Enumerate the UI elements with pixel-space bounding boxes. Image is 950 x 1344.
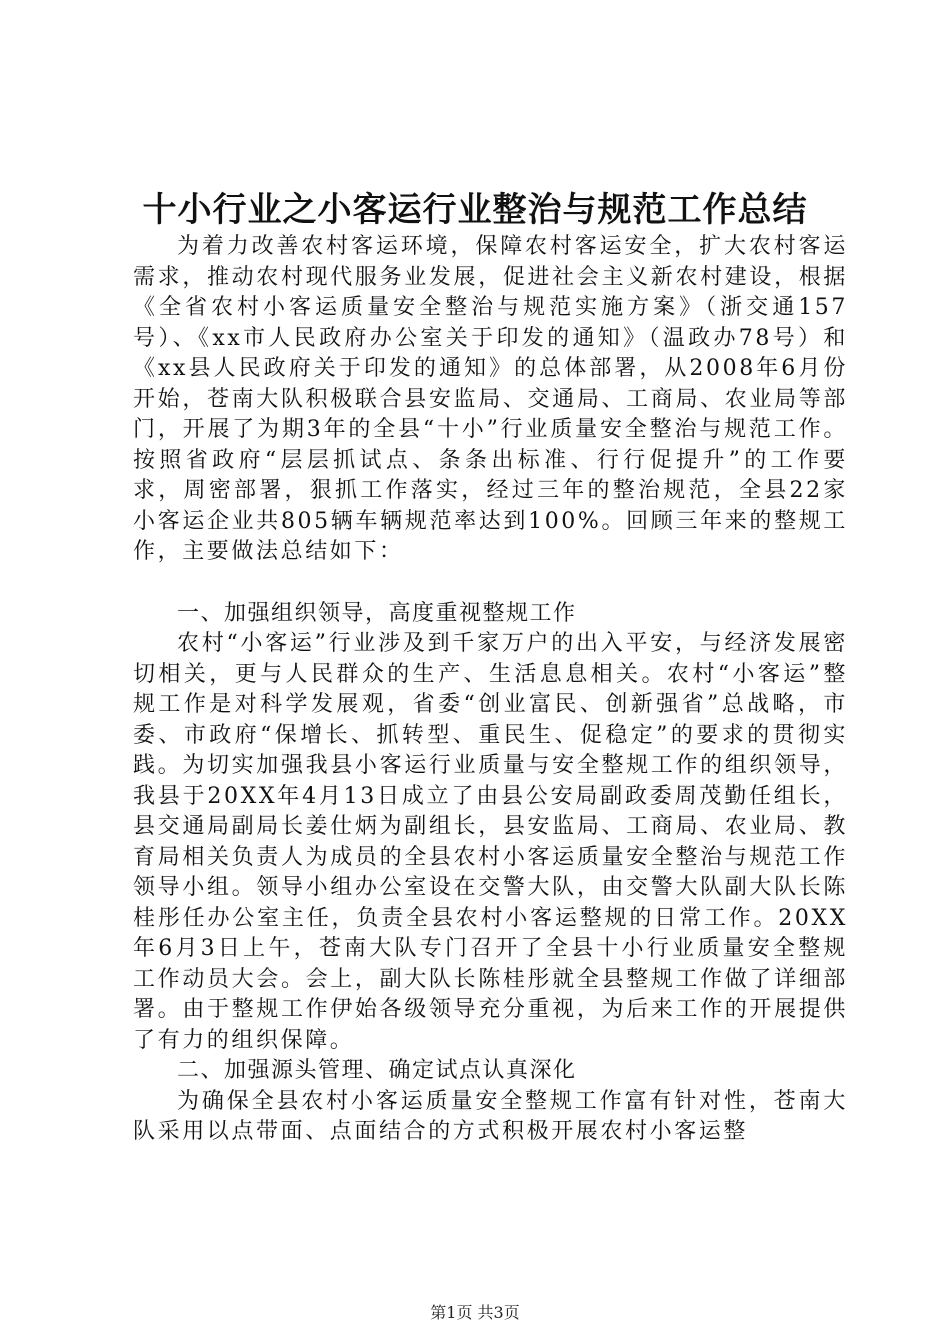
section-2-paragraph: 为确保全县农村小客运质量安全整规工作富有针对性，苍南大队采用以点带面、点面结合的方式积极开展农村小客运整 bbox=[133, 1088, 848, 1144]
section-1-heading: 一、加强组织领导，高度重视整规工作 bbox=[177, 600, 577, 626]
section-2-heading: 二、加强源头管理、确定试点认真深化 bbox=[177, 1058, 577, 1083]
section-1-paragraph: 农村“小客运”行业涉及到千家万户的出入平安，与经济发展密切相关，更与人民群众的生产、生活息息相关。农村“小客运”整规工作是对科学发展观，省委“创业富民、创新强省”总战略，市委、市政府“保增长、抓转型、重民生、促稳定”的要求的贯彻实践。为切实加强我县小客运行业质量与安全整规工作的组织领导，我县于20XX年4月13日成立了由县公安局副政委周茂勤任组长，县交通局副局长姜仕炳为副组长，县安监局、工商局、农业局、教育局相关负责人为成员的全县农村小客运质量安全整治与规范工作领导小组。领导小组办公室设在交警大队，由交警大队副大队长陈桂彤任办公室主任，负责全县农村小客运整规的日常工作。20XX年6月3日上午，苍南大队专门召开了全县十小行业质量安全整规工作动员大会。会上，副大队长陈桂彤就全县整规工作做了详细部署。由于整规工作伊始各级领导充分重视，为后来工作的开展提供了有力的组织保障。 bbox=[133, 631, 848, 1053]
paragraph-spacer bbox=[133, 568, 848, 599]
document-title: 十小行业之小客运行业整治与规范工作总结 bbox=[142, 190, 808, 230]
page-number-footer: 第1页 共3页 bbox=[430, 1303, 520, 1322]
intro-paragraph: 为着力改善农村客运环境，保障农村客运安全，扩大农村客运需求，推动农村现代服务业发展，促进社会主义新农村建设，根据《全省农村小客运质量安全整治与规范实施方案》（浙交通157号）、《xx市人民政府办公室关于印发的通知》（温政办78号）和《xx县人民政府关于印发的通知》的总体部署，从2008年6月份开始，苍南大队积极联合县安监局、交通局、工商局、农业局等部门，开展了为期3年的全县“十小”行业质量安全整治与规范工作。按照省政府“层层抓试点、条条出标准、行行促提升”的工作要求，周密部署，狠抓工作落实，经过三年的整治规范，全县22家小客运企业共805辆车辆规范率达到100%。回顾三年来的整规工作，主要做法总结如下： bbox=[133, 234, 848, 564]
document-body bbox=[133, 232, 848, 1148]
